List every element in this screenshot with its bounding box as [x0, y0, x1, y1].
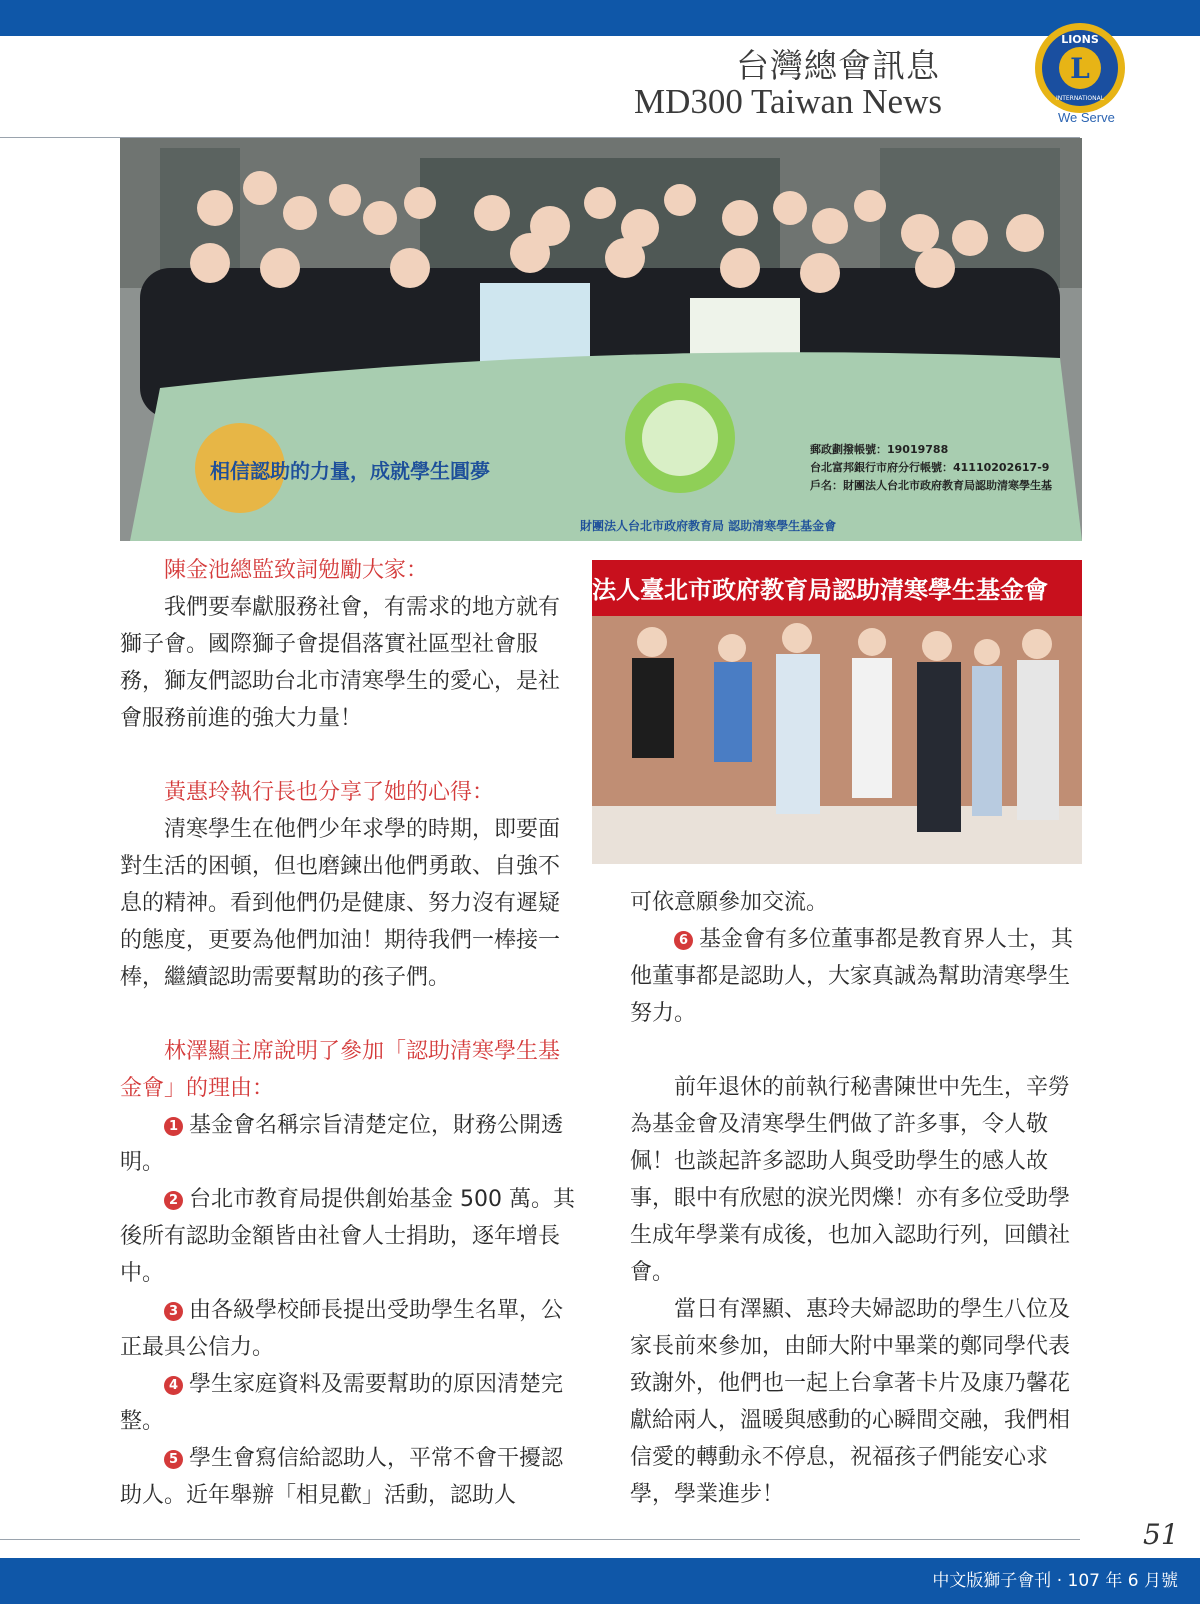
logo-ring-text: INTERNATIONAL [1055, 95, 1105, 102]
banner-payee: 戶名：財團法人台北市政府教育局認助清寒學生基 [810, 479, 1052, 492]
paragraph-director-speech: 我們要奉獻服務社會，有需求的地方就有獅子會。國際獅子會提倡落實社區型社會服務，獅友們認助台北市清寒學生的愛心，是社會服務前進的強大力量！ [120, 595, 561, 731]
reason-text: 由各級學校師長提出受助學生名單，公正最具公信力。 [120, 1298, 564, 1360]
section-subtitle: MD300 Taiwan News [634, 82, 942, 121]
paragraph-former-secretary: 前年退休的前執行秘書陳世中先生，辛勞為基金會及清寒學生們做了許多事，令人敬佩！也談起許多認助人與受助學生的感人故事，眼中有欣慰的淚光閃爍！亦有多位受助學生成年學業有成後，也加入認助行列，回饋社會。 [630, 1075, 1071, 1285]
reason-continuation: 可依意願參加交流。 [630, 890, 829, 915]
top-color-bar [0, 0, 1200, 36]
reason-item [120, 1440, 575, 1514]
publication-info: 中文版獅子會刊 ‧ 107 年 6 月號 [932, 1571, 1178, 1591]
number-badge: 4 [164, 1376, 183, 1395]
svg-text:L: L [1070, 52, 1090, 85]
page-number: 51 [1143, 1518, 1179, 1551]
stage-banner: 法人臺北市政府教育局認助清寒學生基金會 [592, 576, 1048, 604]
heading-chair-reasons: 林澤顯主席說明了參加「認助清寒學生基金會」的理由： [120, 1039, 561, 1101]
reason-text: 學生家庭資料及需要幫助的原因清楚完整。 [120, 1372, 564, 1434]
reason-text: 基金會名稱宗旨清楚定位，財務公開透明。 [120, 1113, 564, 1175]
stage-photo [592, 560, 1082, 864]
reason-item [120, 1181, 575, 1292]
reason-item [120, 1107, 575, 1181]
section-title: 台灣總會訊息 [736, 46, 940, 85]
paragraph-executive-share: 清寒學生在他們少年求學的時期，即要面對生活的困頓，但也磨鍊出他們勇敢、自強不息的精神。看到他們仍是健康、努力沒有遲疑的態度，更要為他們加油！期待我們一棒接一棒，繼續認助需要幫助的孩子們。 [120, 817, 561, 990]
banner-org: 財團法人台北市政府教育局 認助清寒學生基金會 [580, 519, 837, 533]
logo-tagline: We Serve [1058, 110, 1115, 125]
number-badge: 5 [164, 1450, 183, 1469]
reason-item [120, 1292, 575, 1366]
number-badge: 1 [164, 1117, 183, 1136]
heading-director-speech: 陳金池總監致詞勉勵大家： [164, 558, 429, 583]
number-badge: 2 [164, 1191, 183, 1210]
heading-executive-share: 黃惠玲執行長也分享了她的心得： [164, 780, 495, 805]
reason-text: 學生會寫信給認助人，平常不會干擾認助人。近年舉辦「相見歡」活動，認助人 [120, 1446, 564, 1508]
reason-text: 基金會有多位董事都是教育界人士，其他董事都是認助人，大家真誠為幫助清寒學生努力。 [630, 927, 1074, 1026]
group-photo [120, 138, 1082, 541]
footer-divider [0, 1539, 1080, 1540]
paragraph-event-day: 當日有澤顯、惠玲夫婦認助的學生八位及家長前來參加，由師大附中畢業的鄭同學代表致謝外，他們也一起上台拿著卡片及康乃馨花獻給兩人，溫暖與感動的心瞬間交融，我們相信愛的轉動永不停息，祝福孩子們能安心求學，學業進步！ [630, 1297, 1071, 1507]
banner-bank: 台北富邦銀行市府分行帳號：41110202617-9 [810, 461, 1050, 474]
number-badge: 6 [674, 931, 693, 950]
banner-slogan: 相信認助的力量，成就學生圓夢 [210, 459, 490, 483]
reason-text: 台北市教育局提供創始基金 500 萬。其後所有認助金額皆由社會人士捐助，逐年增長中。 [120, 1187, 575, 1286]
article-right-column [630, 884, 1082, 1513]
article-left-column [120, 552, 575, 1514]
reason-item [120, 1366, 575, 1440]
logo-text: LIONS [1061, 33, 1099, 46]
number-badge: 3 [164, 1302, 183, 1321]
reason-item [630, 921, 1082, 1032]
banner-account: 郵政劃撥帳號：19019788 [810, 443, 949, 456]
